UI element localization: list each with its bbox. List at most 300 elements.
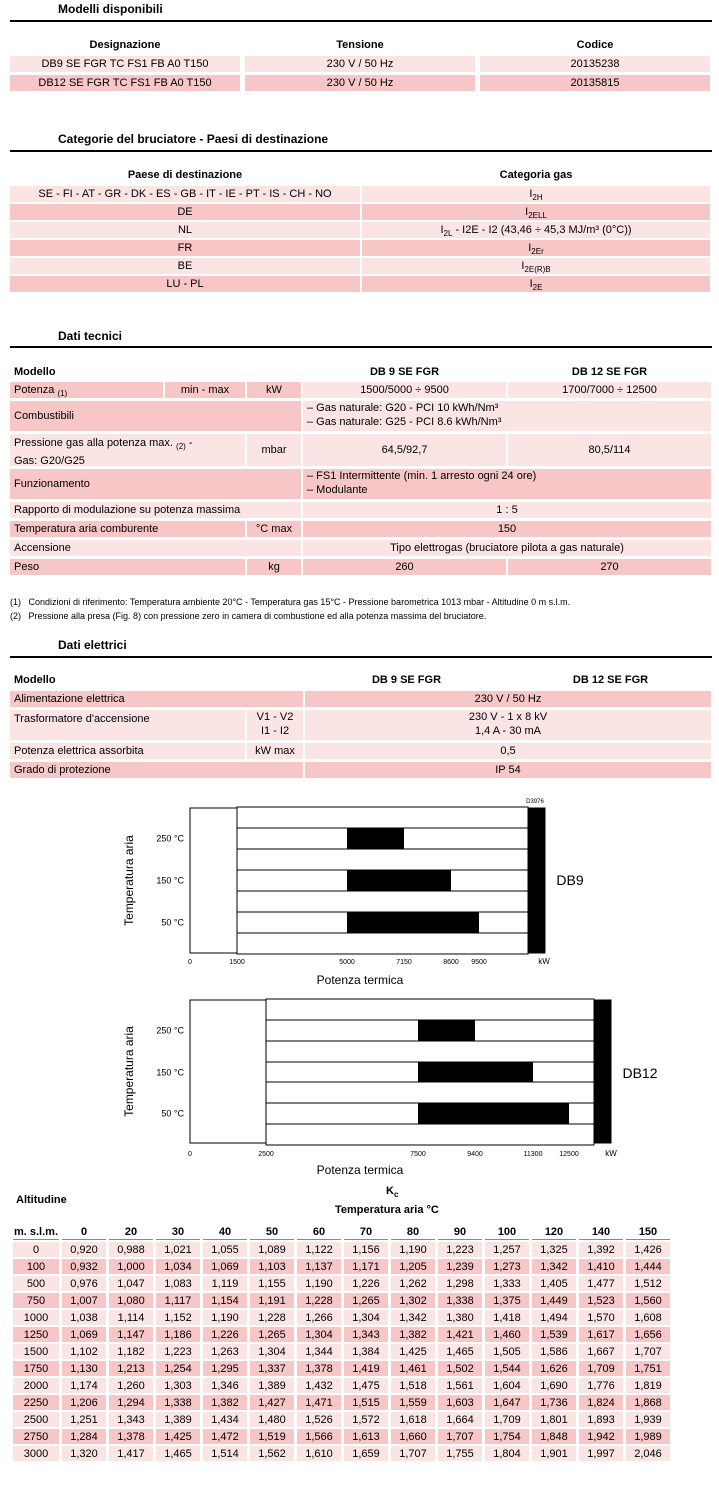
chart-bar-150c bbox=[347, 870, 451, 891]
tech-potenza-label: Potenza $_{(1)}$ bbox=[10, 382, 163, 398]
kc-altitude-cell: 1000 bbox=[13, 1310, 59, 1325]
chart-tick-label: 0 bbox=[188, 1151, 192, 1158]
kc-altitude-cell: 100 bbox=[13, 1259, 59, 1274]
kc-header-cell: 150 bbox=[626, 1224, 670, 1240]
chart-temp-label: 150 °C bbox=[156, 1067, 184, 1078]
elec-potenza-unit: kW max bbox=[247, 743, 303, 759]
kc-value-cell: 1,647 bbox=[485, 1395, 529, 1410]
kc-value-cell: 1,939 bbox=[626, 1412, 670, 1427]
kc-value-cell: 1,997 bbox=[579, 1446, 623, 1461]
chart-unit-label: kW bbox=[538, 957, 550, 966]
elec-col-db9: DB 9 SE FGR bbox=[371, 674, 442, 686]
kc-value-cell: 1,942 bbox=[579, 1429, 623, 1444]
models-header-tensione: Tensione bbox=[336, 39, 384, 51]
models-header-designazione: Designazione bbox=[89, 39, 161, 51]
chart-bar-250c bbox=[418, 1020, 475, 1041]
kc-value-cell: 1,152 bbox=[156, 1310, 200, 1325]
tech-pressione-label: Pressione gas alla potenza max. $_{(2)}$ - Gas: G20/G25 bbox=[10, 434, 245, 466]
kc-value-cell: 1,604 bbox=[485, 1378, 529, 1393]
categories-row-country: FR bbox=[10, 240, 360, 256]
elec-col-db12: DB 12 SE FGR bbox=[572, 674, 649, 686]
kc-value-cell: 1,102 bbox=[62, 1344, 106, 1359]
kc-value-cell: 1,263 bbox=[203, 1344, 247, 1359]
tech-potenza-db9: 1500/5000 ÷ 9500 bbox=[303, 382, 506, 398]
categories-row-country: BE bbox=[10, 258, 360, 274]
chart-tick-label: 11300 bbox=[523, 1151, 543, 1158]
chart-temp-label: 50 °C bbox=[161, 1108, 184, 1119]
kc-row bbox=[13, 1242, 670, 1257]
chart-bar-50c bbox=[418, 1103, 569, 1124]
categories-header-categoria: Categoria gas bbox=[499, 169, 573, 181]
kc-value-cell: 1,505 bbox=[485, 1344, 529, 1359]
kc-value-cell: 1,804 bbox=[485, 1446, 529, 1461]
kc-value-cell: 1,260 bbox=[109, 1378, 153, 1393]
chart-tick-label: 1500 bbox=[229, 959, 245, 966]
kc-header-cell: 100 bbox=[485, 1224, 529, 1240]
kc-altitude-cell: 750 bbox=[13, 1293, 59, 1308]
kc-value-cell: 1,664 bbox=[438, 1412, 482, 1427]
kc-header-cell: 40 bbox=[203, 1224, 247, 1240]
kc-value-cell: 1,461 bbox=[391, 1361, 435, 1376]
models-rule bbox=[10, 20, 712, 22]
models-row2-codice: 20135815 bbox=[480, 75, 710, 91]
kc-table bbox=[10, 1222, 673, 1463]
tech-funzionamento-values bbox=[303, 469, 711, 499]
kc-value-cell: 1,284 bbox=[62, 1429, 106, 1444]
kc-value-cell: 1,449 bbox=[532, 1293, 576, 1308]
chart-band-row bbox=[266, 1124, 594, 1145]
kc-value-cell: 1,375 bbox=[485, 1293, 529, 1308]
kc-value-cell: 1,512 bbox=[626, 1276, 670, 1291]
elec-alimentazione-label: Alimentazione elettrica bbox=[10, 691, 303, 707]
kc-value-cell: 0,920 bbox=[62, 1242, 106, 1257]
kc-value-cell: 1,539 bbox=[532, 1327, 576, 1342]
kc-value-cell: 1,137 bbox=[297, 1259, 341, 1274]
models-row1-codice: 20135238 bbox=[480, 56, 710, 72]
kc-header-cell: 140 bbox=[579, 1224, 623, 1240]
kc-value-cell: 1,007 bbox=[62, 1293, 106, 1308]
kc-value-cell: 1,586 bbox=[532, 1344, 576, 1359]
chart-band-row bbox=[237, 807, 528, 828]
chart-db9 bbox=[0, 790, 719, 990]
chart-ylabel: Temperatura aria bbox=[122, 835, 136, 926]
kc-value-cell: 0,932 bbox=[62, 1259, 106, 1274]
kc-value-cell: 1,190 bbox=[391, 1242, 435, 1257]
kc-altitude-cell: 0 bbox=[13, 1242, 59, 1257]
kc-row bbox=[13, 1429, 670, 1444]
models-header-codice: Codice bbox=[576, 39, 614, 51]
kc-value-cell: 1,213 bbox=[109, 1361, 153, 1376]
chart-xlabel: Potenza termica bbox=[316, 973, 404, 987]
chart-max-bar bbox=[594, 1000, 611, 1143]
kc-altitude-label: Altitudine bbox=[16, 1194, 67, 1206]
kc-value-cell: 1,405 bbox=[532, 1276, 576, 1291]
kc-value-cell: 1,069 bbox=[203, 1259, 247, 1274]
kc-altitude-cell: 3000 bbox=[13, 1446, 59, 1461]
chart-tick-label: 9500 bbox=[471, 959, 487, 966]
kc-value-cell: 1,378 bbox=[297, 1361, 341, 1376]
kc-value-cell: 1,754 bbox=[485, 1429, 529, 1444]
models-row1-designazione: DB9 SE FGR TC FS1 FB A0 T150 bbox=[10, 56, 240, 72]
kc-value-cell: 1,707 bbox=[438, 1429, 482, 1444]
kc-value-cell: 1,417 bbox=[109, 1446, 153, 1461]
kc-value-cell: 1,154 bbox=[203, 1293, 247, 1308]
categories-title: Categorie del bruciatore - Paesi di destinazione bbox=[58, 132, 329, 146]
kc-altitude-cell: 2250 bbox=[13, 1395, 59, 1410]
categories-row-category: $I_{2E}$ bbox=[362, 276, 710, 292]
tech-funzionamento-label: Funzionamento bbox=[10, 469, 301, 499]
categories-row-country: DE bbox=[10, 204, 360, 220]
chart-unit-label: kW bbox=[605, 1149, 617, 1158]
kc-value-cell: 1,382 bbox=[391, 1327, 435, 1342]
elec-title: Dati elettrici bbox=[58, 638, 127, 652]
tech-combustibili-label: Combustibili bbox=[10, 401, 301, 431]
kc-value-cell: 1,848 bbox=[532, 1429, 576, 1444]
models-row1-tensione: 230 V / 50 Hz bbox=[245, 56, 475, 72]
kc-value-cell: 1,266 bbox=[297, 1310, 341, 1325]
kc-header-cell: 50 bbox=[250, 1224, 294, 1240]
kc-value-cell: 1,868 bbox=[626, 1395, 670, 1410]
tech-temperatura-label: Temperatura aria comburente bbox=[10, 521, 245, 537]
kc-row bbox=[13, 1446, 670, 1461]
kc-value-cell: 1,251 bbox=[62, 1412, 106, 1427]
tech-combustibili-g25: – Gas naturale: G25 - PCI 8.6 kWh/Nm³ bbox=[307, 416, 502, 428]
kc-value-cell: 1,690 bbox=[532, 1378, 576, 1393]
kc-header-cell: 60 bbox=[297, 1224, 341, 1240]
kc-value-cell: 1,190 bbox=[203, 1310, 247, 1325]
chart-tick-label: 5000 bbox=[339, 959, 355, 966]
chart-band-row bbox=[266, 1041, 594, 1062]
categories-row-country: SE - FI - AT - GR - DK - ES - GB - IT - IE - PT - IS - CH - NO bbox=[10, 186, 360, 202]
kc-value-cell: 1,155 bbox=[250, 1276, 294, 1291]
kc-row bbox=[13, 1412, 670, 1427]
kc-value-cell: 1,419 bbox=[344, 1361, 388, 1376]
models-title: Modelli disponibili bbox=[58, 2, 163, 16]
kc-value-cell: 1,667 bbox=[579, 1344, 623, 1359]
kc-value-cell: 1,434 bbox=[203, 1412, 247, 1427]
kc-value-cell: 1,346 bbox=[203, 1378, 247, 1393]
tech-potenza-unit: kW bbox=[247, 382, 301, 398]
categories-row-country: LU - PL bbox=[10, 276, 360, 292]
kc-value-cell: 1,378 bbox=[109, 1429, 153, 1444]
kc-value-cell: 1,337 bbox=[250, 1361, 294, 1376]
kc-value-cell: 1,122 bbox=[297, 1242, 341, 1257]
kc-value-cell: 1,257 bbox=[485, 1242, 529, 1257]
kc-value-cell: 1,472 bbox=[203, 1429, 247, 1444]
elec-rule bbox=[10, 656, 712, 658]
tech-col-db9: DB 9 SE FGR bbox=[369, 366, 440, 378]
elec-trasformatore-label: Trasformatore d'accensione bbox=[10, 710, 245, 740]
categories-row-category: $I_{2E(R)B}$ bbox=[362, 258, 710, 274]
kc-value-cell: 1,494 bbox=[532, 1310, 576, 1325]
kc-value-cell: 1,659 bbox=[344, 1446, 388, 1461]
kc-value-cell: 1,471 bbox=[297, 1395, 341, 1410]
tech-funzionamento-modulante: – Modulante bbox=[307, 484, 368, 496]
kc-value-cell: 1,410 bbox=[579, 1259, 623, 1274]
kc-value-cell: 1,295 bbox=[203, 1361, 247, 1376]
kc-value-cell: 1,776 bbox=[579, 1378, 623, 1393]
kc-value-cell: 1,465 bbox=[156, 1446, 200, 1461]
kc-value-cell: 1,709 bbox=[485, 1412, 529, 1427]
kc-value-cell: 1,190 bbox=[297, 1276, 341, 1291]
tech-rapporto-label: Rapporto di modulazione su potenza massima bbox=[10, 502, 301, 518]
kc-value-cell: 0,988 bbox=[109, 1242, 153, 1257]
kc-value-cell: 1,119 bbox=[203, 1276, 247, 1291]
tech-temperatura-value: 150 bbox=[303, 521, 711, 537]
kc-header-cell: 120 bbox=[532, 1224, 576, 1240]
kc-value-cell: 1,344 bbox=[297, 1344, 341, 1359]
chart-tick-label: 8600 bbox=[443, 959, 459, 966]
kc-value-cell: 1,333 bbox=[485, 1276, 529, 1291]
kc-value-cell: 1,080 bbox=[109, 1293, 153, 1308]
kc-value-cell: 1,265 bbox=[344, 1293, 388, 1308]
kc-value-cell: 1,570 bbox=[579, 1310, 623, 1325]
elec-trasformatore-values: 230 V - 1 x 8 kV 1,4 A - 30 mA bbox=[305, 710, 711, 740]
tech-potenza-db12: 1700/7000 ÷ 12500 bbox=[508, 382, 711, 398]
categories-rule bbox=[10, 150, 712, 152]
kc-value-cell: 1,228 bbox=[297, 1293, 341, 1308]
kc-header-cell: 30 bbox=[156, 1224, 200, 1240]
kc-value-cell: 1,304 bbox=[297, 1327, 341, 1342]
kc-row bbox=[13, 1276, 670, 1291]
kc-header-cell: 80 bbox=[391, 1224, 435, 1240]
kc-label: $K_c$ bbox=[386, 1185, 399, 1200]
chart-tick-label: 7500 bbox=[410, 1151, 426, 1158]
kc-row bbox=[13, 1378, 670, 1393]
kc-value-cell: 1,465 bbox=[438, 1344, 482, 1359]
elec-potenza-label: Potenza elettrica assorbita bbox=[10, 743, 245, 759]
kc-value-cell: 1,707 bbox=[391, 1446, 435, 1461]
chart-temp-label: 150 °C bbox=[156, 875, 184, 886]
kc-value-cell: 1,392 bbox=[579, 1242, 623, 1257]
kc-value-cell: 1,660 bbox=[391, 1429, 435, 1444]
kc-value-cell: 1,572 bbox=[344, 1412, 388, 1427]
elec-potenza-value: 0,5 bbox=[305, 743, 711, 759]
kc-value-cell: 1,613 bbox=[344, 1429, 388, 1444]
kc-value-cell: 1,751 bbox=[626, 1361, 670, 1376]
kc-value-cell: 1,000 bbox=[109, 1259, 153, 1274]
tech-peso-label: Peso bbox=[10, 559, 245, 575]
kc-value-cell: 1,526 bbox=[297, 1412, 341, 1427]
kc-value-cell: 1,083 bbox=[156, 1276, 200, 1291]
chart-tick-label: 2500 bbox=[258, 1151, 274, 1158]
kc-value-cell: 1,382 bbox=[203, 1395, 247, 1410]
kc-value-cell: 1,418 bbox=[485, 1310, 529, 1325]
kc-value-cell: 1,755 bbox=[438, 1446, 482, 1461]
kc-row bbox=[13, 1361, 670, 1376]
kc-value-cell: 1,893 bbox=[579, 1412, 623, 1427]
elec-model-label: Modello bbox=[14, 674, 56, 686]
kc-altitude-cell: 500 bbox=[13, 1276, 59, 1291]
kc-value-cell: 1,262 bbox=[391, 1276, 435, 1291]
kc-value-cell: 1,186 bbox=[156, 1327, 200, 1342]
kc-value-cell: 1,342 bbox=[532, 1259, 576, 1274]
tech-temperatura-unit: °C max bbox=[247, 521, 301, 537]
kc-value-cell: 1,021 bbox=[156, 1242, 200, 1257]
kc-value-cell: 1,608 bbox=[626, 1310, 670, 1325]
chart-band-row bbox=[266, 1082, 594, 1103]
kc-value-cell: 1,338 bbox=[156, 1395, 200, 1410]
kc-value-cell: 1,610 bbox=[297, 1446, 341, 1461]
kc-value-cell: 1,425 bbox=[156, 1429, 200, 1444]
chart-bar-150c bbox=[418, 1062, 533, 1083]
kc-value-cell: 1,182 bbox=[109, 1344, 153, 1359]
kc-value-cell: 1,226 bbox=[344, 1276, 388, 1291]
kc-value-cell: 1,617 bbox=[579, 1327, 623, 1342]
elec-trasformatore-units: V1 - V2 I1 - I2 bbox=[247, 710, 303, 740]
kc-altitude-cell: 2000 bbox=[13, 1378, 59, 1393]
kc-value-cell: 1,114 bbox=[109, 1310, 153, 1325]
kc-value-cell: 1,559 bbox=[391, 1395, 435, 1410]
kc-value-cell: 1,273 bbox=[485, 1259, 529, 1274]
kc-value-cell: 1,656 bbox=[626, 1327, 670, 1342]
kc-value-cell: 0,976 bbox=[62, 1276, 106, 1291]
kc-value-cell: 1,103 bbox=[250, 1259, 294, 1274]
kc-value-cell: 1,055 bbox=[203, 1242, 247, 1257]
kc-value-cell: 1,343 bbox=[109, 1412, 153, 1427]
kc-value-cell: 1,426 bbox=[626, 1242, 670, 1257]
tech-peso-unit: kg bbox=[247, 559, 301, 575]
kc-value-cell: 1,566 bbox=[297, 1429, 341, 1444]
kc-value-cell: 1,562 bbox=[250, 1446, 294, 1461]
chart-bar-50c bbox=[347, 912, 479, 933]
tech-note-1: (1) Condizioni di riferimento: Temperatura ambiente 20°C - Temperatura gas 15°C - Pressione barometrica 1013 mbar - Altitudine 0 m s.l.m. bbox=[10, 597, 571, 607]
kc-value-cell: 1,380 bbox=[438, 1310, 482, 1325]
kc-value-cell: 1,223 bbox=[156, 1344, 200, 1359]
chart-bar-250c bbox=[347, 828, 404, 849]
kc-value-cell: 1,477 bbox=[579, 1276, 623, 1291]
chart-xlabel: Potenza termica bbox=[316, 1163, 404, 1177]
kc-temp-label: Temperatura aria °C bbox=[335, 1204, 439, 1216]
categories-row-category: $I_{2ELL}$ bbox=[362, 204, 710, 220]
chart-band-row bbox=[266, 999, 594, 1020]
tech-model-label: Modello bbox=[14, 366, 56, 378]
kc-value-cell: 1,117 bbox=[156, 1293, 200, 1308]
kc-value-cell: 1,514 bbox=[203, 1446, 247, 1461]
kc-row bbox=[13, 1259, 670, 1274]
chart-band-row bbox=[237, 849, 528, 870]
chart-temp-label: 250 °C bbox=[156, 833, 184, 844]
kc-altitude-cell: 2500 bbox=[13, 1412, 59, 1427]
kc-value-cell: 1,444 bbox=[626, 1259, 670, 1274]
kc-value-cell: 1,819 bbox=[626, 1378, 670, 1393]
kc-value-cell: 1,174 bbox=[62, 1378, 106, 1393]
kc-value-cell: 1,709 bbox=[579, 1361, 623, 1376]
chart-ylabel: Temperatura aria bbox=[122, 1026, 136, 1117]
kc-value-cell: 1,294 bbox=[109, 1395, 153, 1410]
kc-altitude-cell: 1500 bbox=[13, 1344, 59, 1359]
kc-value-cell: 1,130 bbox=[62, 1361, 106, 1376]
kc-value-cell: 1,801 bbox=[532, 1412, 576, 1427]
kc-value-cell: 1,069 bbox=[62, 1327, 106, 1342]
chart-tick-label: 0 bbox=[188, 959, 192, 966]
kc-value-cell: 1,989 bbox=[626, 1429, 670, 1444]
kc-value-cell: 1,544 bbox=[485, 1361, 529, 1376]
kc-value-cell: 1,147 bbox=[109, 1327, 153, 1342]
kc-value-cell: 1,432 bbox=[297, 1378, 341, 1393]
kc-value-cell: 1,304 bbox=[250, 1344, 294, 1359]
kc-value-cell: 1,707 bbox=[626, 1344, 670, 1359]
kc-value-cell: 1,523 bbox=[579, 1293, 623, 1308]
kc-value-cell: 1,298 bbox=[438, 1276, 482, 1291]
kc-value-cell: 1,320 bbox=[62, 1446, 106, 1461]
tech-title: Dati tecnici bbox=[58, 329, 123, 343]
kc-value-cell: 1,389 bbox=[250, 1378, 294, 1393]
kc-value-cell: 1,342 bbox=[391, 1310, 435, 1325]
kc-row bbox=[13, 1293, 670, 1308]
kc-altitude-cell: 1250 bbox=[13, 1327, 59, 1342]
kc-value-cell: 1,560 bbox=[626, 1293, 670, 1308]
kc-value-cell: 1,228 bbox=[250, 1310, 294, 1325]
kc-value-cell: 1,171 bbox=[344, 1259, 388, 1274]
kc-value-cell: 1,901 bbox=[532, 1446, 576, 1461]
chart-db12 bbox=[0, 990, 719, 1180]
chart-temp-label: 250 °C bbox=[156, 1025, 184, 1036]
kc-value-cell: 1,475 bbox=[344, 1378, 388, 1393]
tech-rule bbox=[10, 346, 712, 348]
kc-value-cell: 1,824 bbox=[579, 1395, 623, 1410]
categories-row-category: $I_{2L} - I2E - I2$ (43,46 ÷ 45,3 MJ/m³ (0°C)) bbox=[362, 222, 710, 238]
kc-row bbox=[13, 1327, 670, 1342]
chart-model-label: DB9 bbox=[556, 872, 584, 888]
tech-peso-db12: 270 bbox=[508, 559, 711, 575]
kc-value-cell: 1,480 bbox=[250, 1412, 294, 1427]
kc-value-cell: 1,303 bbox=[156, 1378, 200, 1393]
tech-note-2: (2) Pressione alla presa (Fig. 8) con pressione zero in camera di combustione ed alla potenza massima del bruciatore. bbox=[10, 611, 487, 621]
kc-header-cell: 20 bbox=[109, 1224, 153, 1240]
kc-value-cell: 1,254 bbox=[156, 1361, 200, 1376]
tech-pressione-db9: 64,5/92,7 bbox=[303, 434, 506, 466]
kc-value-cell: 1,502 bbox=[438, 1361, 482, 1376]
kc-value-cell: 1,226 bbox=[203, 1327, 247, 1342]
chart-tick-label: 7150 bbox=[396, 959, 412, 966]
chart-tick-label: 12500 bbox=[559, 1151, 579, 1158]
kc-row bbox=[13, 1395, 670, 1410]
chart-band-row bbox=[237, 891, 528, 912]
elec-grado-label: Grado di protezione bbox=[10, 762, 303, 778]
kc-value-cell: 1,603 bbox=[438, 1395, 482, 1410]
tech-combustibili-g20: – Gas naturale: G20 - PCI 10 kWh/Nm³ bbox=[307, 402, 499, 414]
chart-model-label: DB12 bbox=[622, 1065, 658, 1081]
kc-value-cell: 1,736 bbox=[532, 1395, 576, 1410]
chart-temp-label: 50 °C bbox=[161, 917, 184, 928]
chart-max-bar bbox=[528, 808, 545, 953]
tech-pressione-db12: 80,5/114 bbox=[508, 434, 711, 466]
kc-header-cell: 0 bbox=[62, 1224, 106, 1240]
chart-tick-label: 9400 bbox=[467, 1151, 483, 1158]
tech-accensione-label: Accensione bbox=[10, 540, 301, 556]
kc-value-cell: 1,515 bbox=[344, 1395, 388, 1410]
kc-value-cell: 1,047 bbox=[109, 1276, 153, 1291]
tech-col-db12: DB 12 SE FGR bbox=[571, 366, 648, 378]
kc-value-cell: 1,626 bbox=[532, 1361, 576, 1376]
kc-value-cell: 1,038 bbox=[62, 1310, 106, 1325]
kc-value-cell: 1,384 bbox=[344, 1344, 388, 1359]
kc-value-cell: 1,206 bbox=[62, 1395, 106, 1410]
kc-header-cell: m. s.l.m. bbox=[13, 1224, 59, 1240]
chart-band-row bbox=[237, 933, 528, 954]
kc-value-cell: 1,389 bbox=[156, 1412, 200, 1427]
kc-value-cell: 1,561 bbox=[438, 1378, 482, 1393]
kc-value-cell: 1,239 bbox=[438, 1259, 482, 1274]
categories-row-category: $I_{2Er}$ bbox=[362, 240, 710, 256]
elec-grado-value: IP 54 bbox=[305, 762, 711, 778]
categories-row-category: $I_{2H}$ bbox=[362, 186, 710, 202]
categories-header-paese: Paese di destinazione bbox=[127, 169, 243, 181]
elec-alimentazione-value: 230 V / 50 Hz bbox=[305, 691, 711, 707]
models-row2-designazione: DB12 SE FGR TC FS1 FB A0 T150 bbox=[10, 75, 240, 91]
kc-value-cell: 1,205 bbox=[391, 1259, 435, 1274]
